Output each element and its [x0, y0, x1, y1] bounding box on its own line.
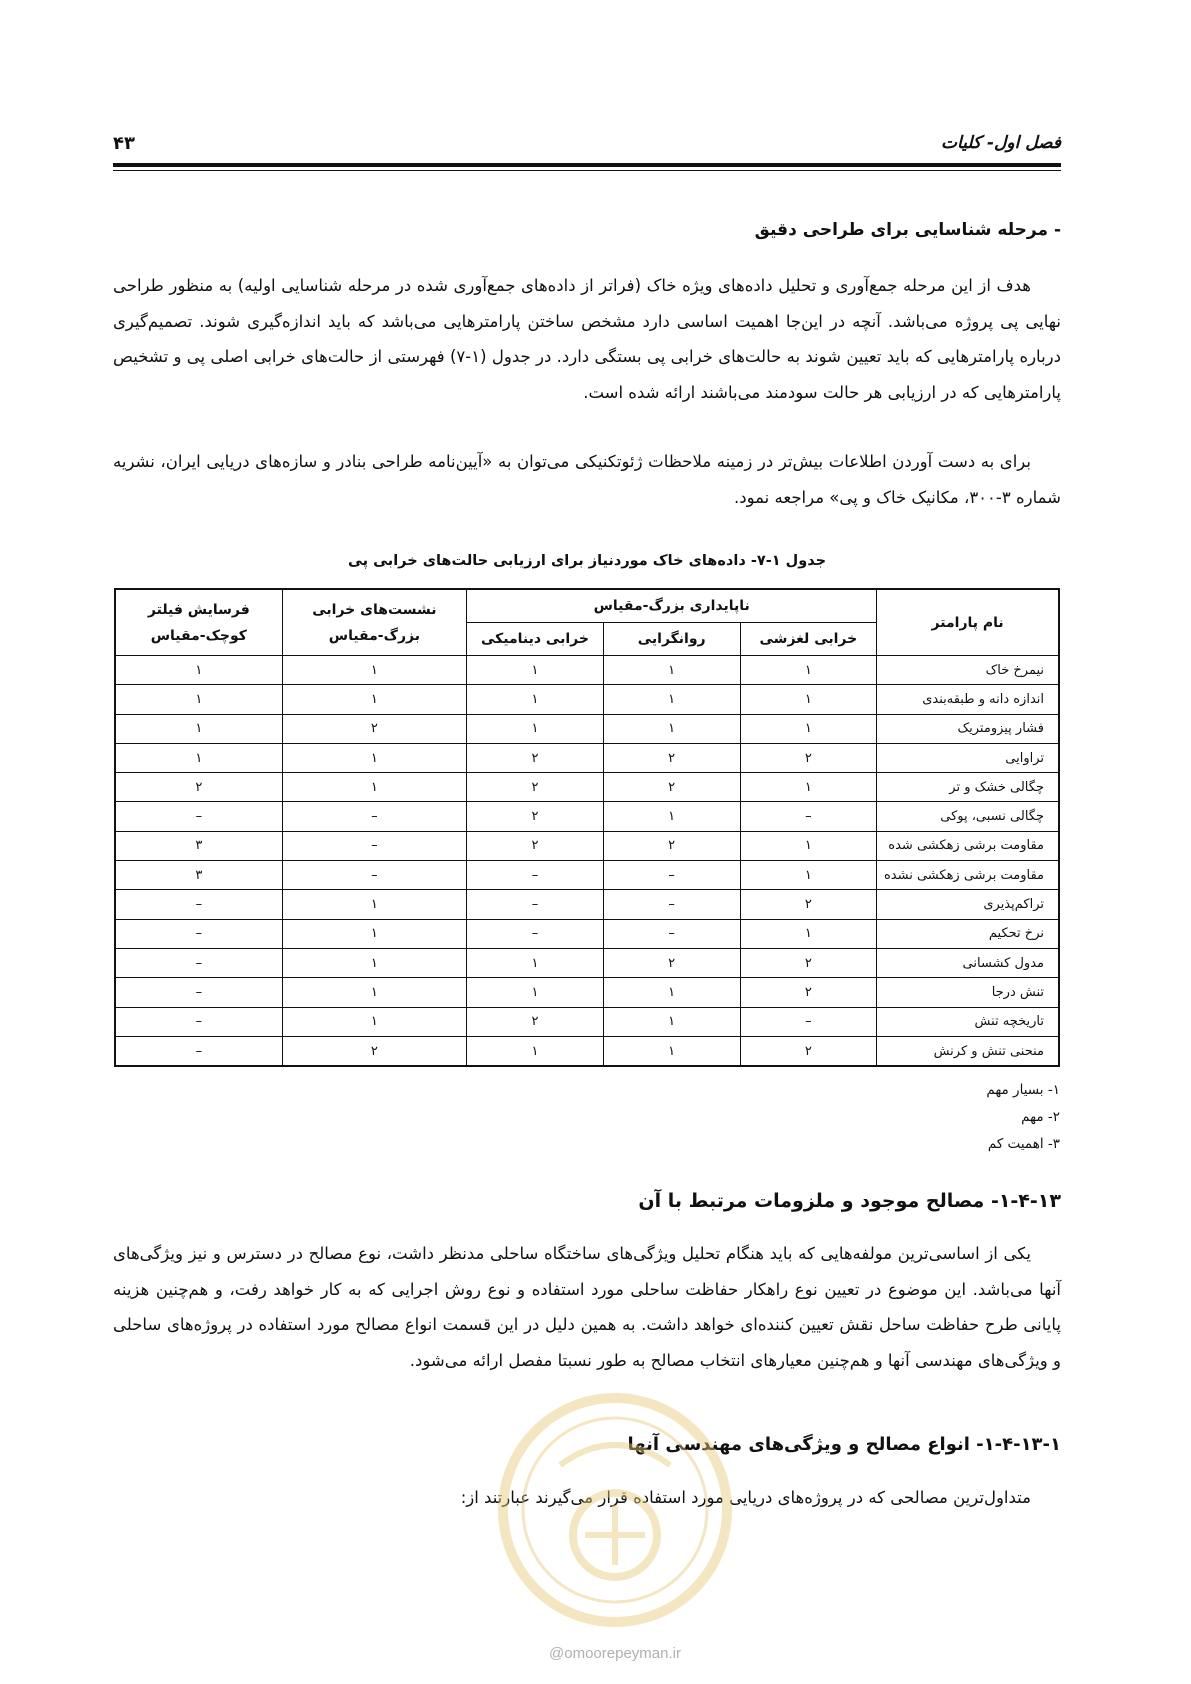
- table-cell: ۱: [603, 978, 740, 1007]
- table-row: [115, 685, 1059, 714]
- table-row: [115, 714, 1059, 743]
- table-cell: ۱: [282, 773, 466, 802]
- page-number: ۴۳: [113, 132, 135, 154]
- table-cell: –: [115, 919, 282, 948]
- param-name: منحنی تنش و کرنش: [877, 1036, 1059, 1066]
- table-cell: –: [115, 802, 282, 831]
- table-cell: –: [115, 1007, 282, 1036]
- table-caption: جدول ۱-۷- داده‌های خاک موردنیاز برای ارزیابی حالت‌های خرابی پی: [347, 553, 827, 569]
- param-name: تاریخچه تنش: [877, 1007, 1059, 1036]
- table-cell: –: [467, 919, 604, 948]
- header-sliding: خرابی لغزشی: [740, 623, 877, 656]
- legend-item: ۲- مهم: [1021, 1109, 1060, 1125]
- table-cell: ۱: [467, 714, 604, 743]
- table-row: [115, 802, 1059, 831]
- param-name: تنش درجا: [877, 978, 1059, 1007]
- table-cell: ۱: [282, 656, 466, 685]
- table-cell: ۱: [115, 685, 282, 714]
- watermark-seal-icon: [490, 1385, 740, 1635]
- table-cell: ۱: [282, 948, 466, 977]
- table-cell: ۲: [467, 773, 604, 802]
- table-row: [115, 743, 1059, 772]
- table-cell: ۱: [467, 978, 604, 1007]
- table-cell: ۲: [740, 743, 877, 772]
- table-cell: ۲: [467, 831, 604, 860]
- table-row: [115, 919, 1059, 948]
- table-cell: ۱: [603, 685, 740, 714]
- table-cell: –: [115, 1036, 282, 1066]
- table-cell: ۲: [603, 948, 740, 977]
- param-name: تراکم‌پذیری: [877, 890, 1059, 919]
- param-name: فشار پیزومتریک: [877, 714, 1059, 743]
- param-name: تراوایی: [877, 743, 1059, 772]
- table-cell: ۲: [115, 773, 282, 802]
- param-name: چگالی خشک و تر: [877, 773, 1059, 802]
- table-cell: ۱: [603, 656, 740, 685]
- table-cell: ۱: [740, 685, 877, 714]
- table-cell: ۱: [282, 890, 466, 919]
- table-cell: ۱: [282, 1007, 466, 1036]
- chapter-title: فصل اول- کلیات: [941, 133, 1061, 153]
- soil-data-table: [114, 588, 1060, 1067]
- table-cell: ۱: [740, 919, 877, 948]
- header-param: نام پارامتر: [877, 589, 1059, 656]
- table-cell: ۱: [282, 978, 466, 1007]
- table-cell: ۱: [740, 656, 877, 685]
- table-cell: –: [282, 831, 466, 860]
- table-cell: ۲: [467, 802, 604, 831]
- watermark-site: @omoorepeyman.ir: [549, 1645, 681, 1662]
- table-row: [115, 978, 1059, 1007]
- table-cell: ۱: [467, 1036, 604, 1066]
- table-cell: ۱: [282, 685, 466, 714]
- table-cell: ۱: [467, 656, 604, 685]
- table-cell: –: [282, 802, 466, 831]
- header-liquefaction: روانگرایی: [603, 623, 740, 656]
- table-cell: ۱: [603, 1007, 740, 1036]
- table-cell: ۲: [603, 831, 740, 860]
- table-cell: ۱: [603, 802, 740, 831]
- table-legend: [986, 1077, 1060, 1158]
- table-cell: –: [282, 861, 466, 890]
- table-cell: ۱: [740, 773, 877, 802]
- table-cell: ۱: [282, 743, 466, 772]
- legend-item: ۱- بسیار مهم: [986, 1082, 1060, 1098]
- table-cell: ۱: [115, 743, 282, 772]
- table-cell: –: [467, 890, 604, 919]
- table-cell: –: [603, 919, 740, 948]
- table-cell: ۱: [115, 656, 282, 685]
- header-settlement-line2: بزرگ-مقیاس: [328, 627, 420, 644]
- table-row: [115, 656, 1059, 685]
- param-name: نیمرخ خاک: [877, 656, 1059, 685]
- table-row: [115, 1007, 1059, 1036]
- table-cell: –: [603, 861, 740, 890]
- table-cell: ۱: [740, 861, 877, 890]
- header-erosion: [115, 589, 282, 656]
- table-cell: ۲: [603, 743, 740, 772]
- table-row: [115, 831, 1059, 860]
- header-erosion-line1: فرسایش فیلتر: [147, 601, 250, 618]
- legend-item: ۳- اهمیت کم: [987, 1136, 1060, 1152]
- param-name: چگالی نسبی، پوکی: [877, 802, 1059, 831]
- table-cell: ۱: [603, 714, 740, 743]
- page-header: [113, 128, 1061, 158]
- table-cell: –: [115, 978, 282, 1007]
- table-cell: ۲: [603, 773, 740, 802]
- param-name: نرخ تحکیم: [877, 919, 1059, 948]
- paragraph-4: متداول‌ترین مصالحی که در پروژه‌های دریایی مورد استفاده قرار می‌گیرند عبارتند از:: [460, 1488, 1031, 1507]
- table-row: [115, 948, 1059, 977]
- stage-heading: - مرحله شناسایی برای طراحی دقیق: [754, 220, 1061, 240]
- paragraph-2: برای به دست آوردن اطلاعات بیش‌تر در زمینه ملاحظات ژئوتکنیکی می‌توان به «آیین‌نامه طراحی بنادر و سازه‌های دریایی ایران، نشریه شماره ۳-۳۰۰، مکانیک خاک و پی» مراجعه نمود.: [113, 452, 1061, 507]
- table-cell: ۲: [740, 948, 877, 977]
- table-cell: –: [740, 1007, 877, 1036]
- table-cell: ۱: [467, 685, 604, 714]
- table-cell: –: [603, 890, 740, 919]
- table-row: [115, 861, 1059, 890]
- subsection-heading: ۱-۴-۱۳-۱- انواع مصالح و ویژگی‌های مهندسی آنها: [627, 1434, 1061, 1455]
- table-cell: ۱: [740, 831, 877, 860]
- header-instability-group: ناپایداری بزرگ-مقیاس: [467, 589, 877, 623]
- table-row: [115, 1036, 1059, 1066]
- paragraph-3: یکی از اساسی‌ترین مولفه‌هایی که باید هنگام تحلیل ویژگی‌های ساختگاه ساحلی مدنظر داشت، نوع مصالح در دسترس و نیز ویژگی‌های آنها می‌باشد. این موضوع در تعیین نوع راهکار حفاظت ساحلی مورد استفاده و نوع روش اجرایی که به کار خواهد رفت، و هم‌چنین هزینه پایانی طرح حفاظت ساحل نقش تعیین کننده‌ای خواهد داشت. به همین دلیل در این قسمت انواع مصالح مورد استفاده در پروژه‌های ساحلی و ویژگی‌های مهندسی آنها و هم‌چنین معیارهای انتخاب مصالح به طور نسبتا مفصل ارائه می‌شود.: [113, 1244, 1061, 1370]
- table-row: [115, 773, 1059, 802]
- header-erosion-line2: کوچک-مقیاس: [150, 627, 247, 644]
- table-cell: ۲: [740, 890, 877, 919]
- table-cell: ۲: [740, 978, 877, 1007]
- header-dynamic: خرابی دینامیکی: [467, 623, 604, 656]
- table-cell: –: [115, 948, 282, 977]
- table-cell: ۱: [603, 1036, 740, 1066]
- table-cell: ۳: [115, 831, 282, 860]
- table-cell: ۱: [740, 714, 877, 743]
- header-rule-thick: [113, 163, 1061, 167]
- table-cell: ۲: [467, 743, 604, 772]
- table-cell: –: [467, 861, 604, 890]
- table-cell: –: [115, 890, 282, 919]
- table-cell: ۱: [282, 919, 466, 948]
- table-row: [115, 890, 1059, 919]
- table-cell: ۲: [282, 714, 466, 743]
- param-name: مقاومت برشی زهکشی شده: [877, 831, 1059, 860]
- header-settlement: [282, 589, 466, 656]
- param-name: مدول کشسانی: [877, 948, 1059, 977]
- table-cell: ۲: [740, 1036, 877, 1066]
- table-cell: ۲: [467, 1007, 604, 1036]
- param-name: اندازه دانه و طبقه‌بندی: [877, 685, 1059, 714]
- param-name: مقاومت برشی زهکشی نشده: [877, 861, 1059, 890]
- section-heading: ۱-۴-۱۳- مصالح موجود و ملزومات مرتبط با آن: [638, 1190, 1061, 1212]
- table-cell: ۱: [467, 948, 604, 977]
- table-cell: –: [740, 802, 877, 831]
- paragraph-1: هدف از این مرحله جمع‌آوری و تحلیل داده‌های ویژه خاک (فراتر از داده‌های جمع‌آوری شده در مرحله شناسایی اولیه) به منظور طراحی نهایی پی پروژه می‌باشد. آنچه در این‌جا اهمیت اساسی دارد مشخص ساختن پارامترهایی می‌باشد که باید اندازه‌گیری شوند. تصمیم‌گیری درباره پارامترهایی که باید تعیین شوند به حالت‌های خرابی پی بستگی دارد. در جدول (۱-۷) فهرستی از حالت‌های خرابی اصلی پی و تشخیص پارامترهایی که در ارزیابی هر حالت سودمند می‌باشند ارائه شده است.: [113, 276, 1061, 402]
- table-cell: ۲: [282, 1036, 466, 1066]
- table-cell: ۱: [115, 714, 282, 743]
- table-cell: ۳: [115, 861, 282, 890]
- header-settlement-line1: نشست‌های خرابی: [312, 601, 437, 618]
- header-rule-thin: [113, 170, 1061, 171]
